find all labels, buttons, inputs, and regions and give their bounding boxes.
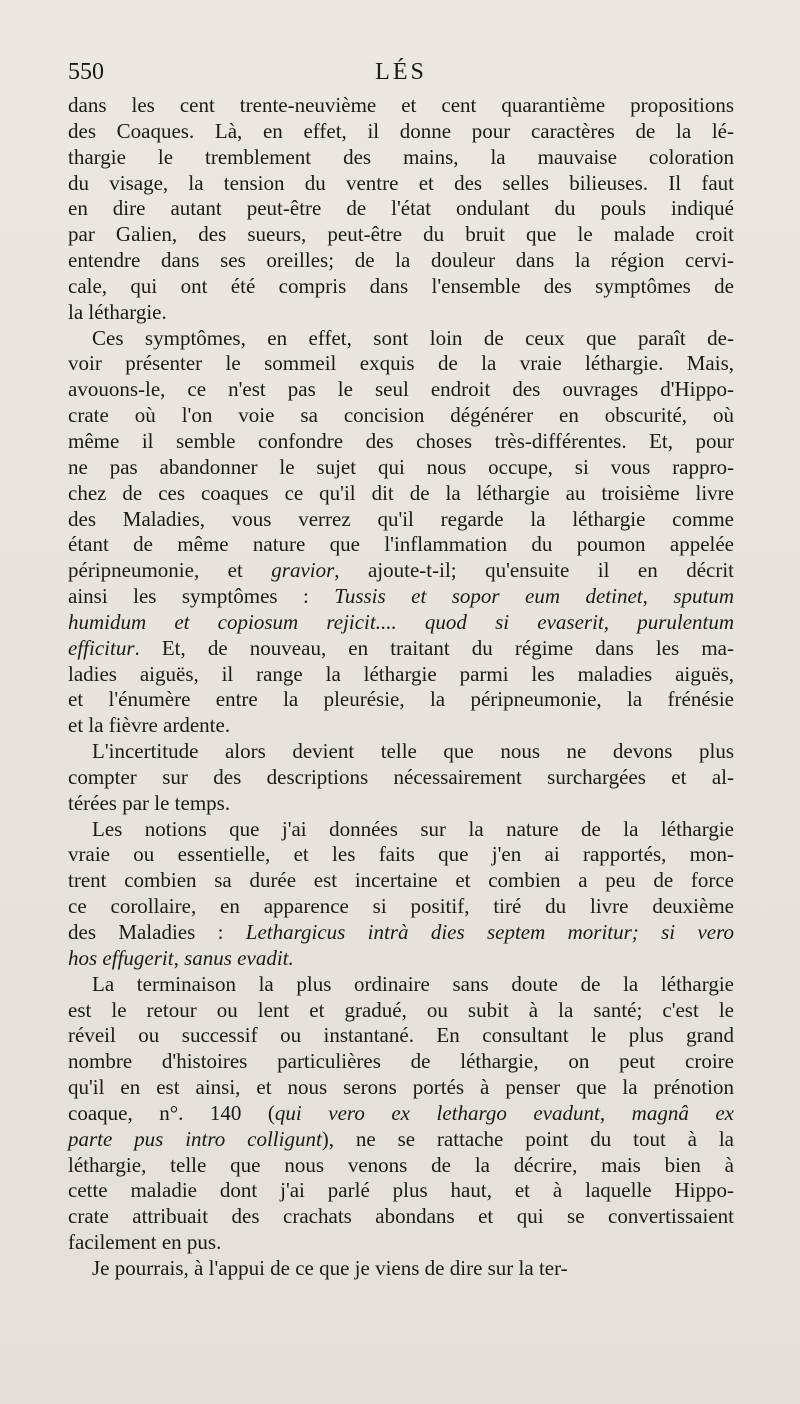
- text-line: Ces symptômes, en effet, sont loin de ceux que paraît de-: [92, 325, 734, 350]
- text-line: vraie ou essentielle, et les faits que j'en ai rapportés, mon-: [68, 842, 734, 867]
- text-line: facilement en pus.: [68, 1230, 222, 1255]
- paragraph: [68, 972, 734, 1256]
- paragraph: [68, 817, 734, 972]
- text-line: des Maladies, vous verrez qu'il regarde la léthargie comme: [68, 506, 734, 531]
- text-line: entendre dans ses oreilles; de la douleur dans la région cervi-: [68, 248, 734, 273]
- text-line: crate où l'on voie sa concision dégénérer en obscurité, où: [68, 403, 734, 428]
- text-line: des Maladies : Lethargicus intrà dies septem moritur; si vero: [68, 920, 734, 944]
- text-line: térées par le temps.: [68, 790, 231, 815]
- text-line: cette maladie dont j'ai parlé plus haut, et à laquelle Hippo-: [68, 1178, 734, 1203]
- text-line: étant de même nature que l'inflammation du poumon appelée: [68, 532, 734, 557]
- text-line: efficitur. Et, de nouveau, en traitant du régime dans les ma-: [68, 635, 734, 660]
- text-line: nombre d'histoires particulières de léthargie, on peut croire: [68, 1049, 734, 1074]
- page-number: 550: [68, 59, 104, 85]
- text-line: et l'énumère entre la pleurésie, la péripneumonie, la frénésie: [68, 687, 734, 712]
- text-line: qu'il en est ainsi, et nous serons portés à penser que la prénotion: [68, 1075, 734, 1100]
- text-line: même il semble confondre des choses très-différentes. Et, pour: [68, 428, 734, 453]
- text-line: coaque, n°. 140 (qui vero ex lethargo evadunt, magnâ ex: [68, 1100, 735, 1125]
- text-line: par Galien, des sueurs, peut-être du bruit que le malade croit: [68, 222, 734, 247]
- text-line: est le retour ou lent et gradué, ou subit à la santé; c'est le: [68, 997, 734, 1022]
- text-line: La terminaison la plus ordinaire sans doute de la léthargie: [92, 971, 734, 996]
- text-line: humidum et copiosum rejicit.... quod si evaserit, purulentum: [68, 609, 735, 634]
- running-head: LÉS: [375, 59, 427, 85]
- text-line: péripneumonie, et gravior, ajoute-t-il; qu'ensuite il en décrit: [68, 558, 734, 583]
- text-line: avouons-le, ce n'est pas le seul endroit des ouvrages d'Hippo-: [68, 377, 734, 402]
- text-line: compter sur des descriptions nécessairement surchargées et al-: [68, 764, 734, 789]
- text-line: réveil ou successif ou instantané. En consultant le plus grand: [68, 1023, 734, 1048]
- paragraph: [68, 93, 734, 326]
- text-line: léthargie, telle que nous venons de la décrire, mais bien à: [68, 1152, 734, 1177]
- text-line: la léthargie.: [68, 299, 167, 324]
- text-line: ce corollaire, en apparence si positif, tiré du livre deuxième: [68, 894, 734, 919]
- text-line: en dire autant peut-être de l'état ondulant du pouls indiqué: [68, 196, 734, 221]
- text-line: cale, qui ont été compris dans l'ensemble des symptômes de: [68, 273, 734, 298]
- text-line: hos effugerit, sanus evadit.: [68, 945, 294, 970]
- text-line: ne pas abandonner le sujet qui nous occupe, si vous rappro-: [68, 454, 734, 479]
- text-line: parte pus intro colligunt), ne se rattache point du tout à la: [68, 1126, 734, 1151]
- text-line: et la fièvre ardente.: [68, 713, 231, 738]
- text-line: crate attribuait des crachats abondans et qui se convertissaient: [68, 1204, 734, 1229]
- page-header: [68, 58, 734, 92]
- text-line: ainsi les symptômes : Tussis et sopor eum detinet, sputum: [68, 584, 734, 609]
- paragraph: [68, 1256, 734, 1282]
- text-line: Les notions que j'ai données sur la nature de la léthargie: [92, 816, 734, 841]
- text-line: des Coaques. Là, en effet, il donne pour caractères de la lé-: [68, 118, 734, 143]
- text-line: thargie le tremblement des mains, la mauvaise coloration: [68, 144, 734, 169]
- paragraph: [68, 739, 734, 817]
- text-line: L'incertitude alors devient telle que nous ne devons plus: [92, 739, 734, 764]
- text-line: Je pourrais, à l'appui de ce que je viens de dire sur la ter-: [92, 1255, 568, 1280]
- text-line: du visage, la tension du ventre et des selles bilieuses. Il faut: [68, 170, 734, 195]
- paragraph: [68, 326, 734, 740]
- text-line: voir présenter le sommeil exquis de la vraie léthargie. Mais,: [68, 351, 734, 376]
- text-line: trent combien sa durée est incertaine et combien a peu de force: [68, 868, 734, 893]
- text-line: ladies aiguës, il range la léthargie parmi les maladies aiguës,: [68, 661, 734, 686]
- body-text: [68, 93, 734, 1282]
- text-line: chez de ces coaques ce qu'il dit de la léthargie au troisième livre: [68, 480, 734, 505]
- text-line: dans les cent trente-neuvième et cent quarantième propositions: [68, 93, 734, 117]
